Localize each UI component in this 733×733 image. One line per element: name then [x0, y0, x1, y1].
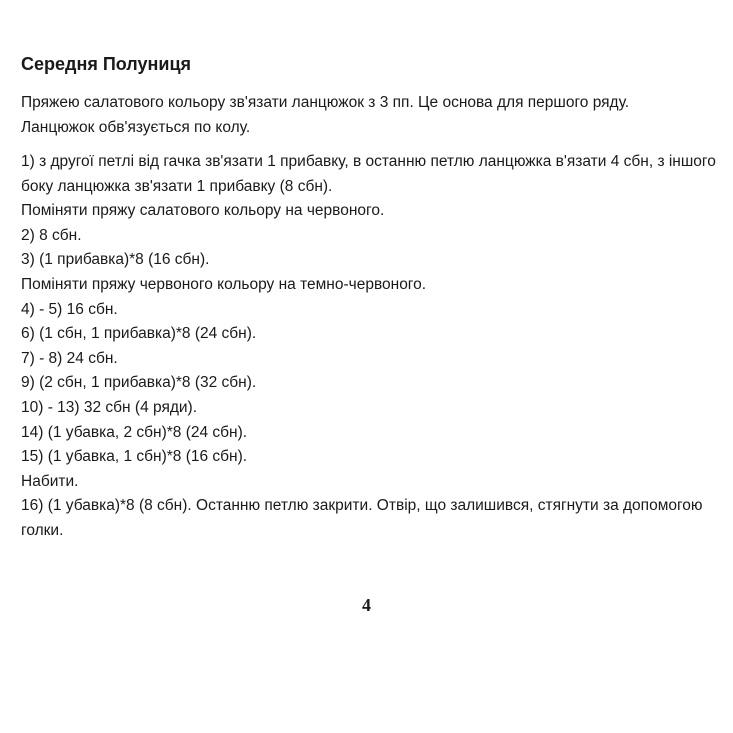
instruction-line: Набити.	[21, 472, 79, 490]
instruction-line: 6) (1 сбн, 1 прибавка)*8 (24 сбн).	[21, 325, 257, 343]
instruction-line: 15) (1 убавка, 1 сбн)*8 (16 сбн).	[21, 448, 248, 466]
instruction-line: 14) (1 убавка, 2 сбн)*8 (24 сбн).	[21, 423, 248, 441]
instruction-list	[21, 150, 726, 544]
instruction-line: 7) - 8) 24 сбн.	[21, 349, 118, 367]
instruction-line: 10) - 13) 32 сбн (4 ряди).	[21, 398, 198, 416]
instruction-line: 1) з другої петлі від гачка зв'язати 1 прибавку, в останню петлю ланцюжка в'язати 4 сбн, з іншого боку ланцюжка зв'язати 1 прибавку (8 сбн).	[21, 153, 716, 195]
instruction-line: Поміняти пряжу салатового кольору на червоного.	[21, 202, 385, 220]
page-number: 4	[362, 595, 371, 615]
instruction-line: 9) (2 сбн, 1 прибавка)*8 (32 сбн).	[21, 374, 257, 392]
instruction-line: Поміняти пряжу червоного кольору на темно-червоного.	[21, 275, 427, 293]
instruction-line: 2) 8 сбн.	[21, 226, 82, 244]
intro-paragraph: Пряжею салатового кольору зв'язати ланцюжок з 3 пп. Це основа для першого ряду. Ланцюжок обв'язується по колу.	[21, 94, 630, 136]
instruction-line: 3) (1 прибавка)*8 (16 сбн).	[21, 251, 210, 269]
instruction-line: 16) (1 убавка)*8 (8 сбн). Останню петлю закрити. Отвір, що залишився, стягнути за допомогою голки.	[21, 497, 703, 539]
section-title: Середня Полуниця	[21, 54, 192, 74]
instruction-line: 4) - 5) 16 сбн.	[21, 300, 118, 318]
